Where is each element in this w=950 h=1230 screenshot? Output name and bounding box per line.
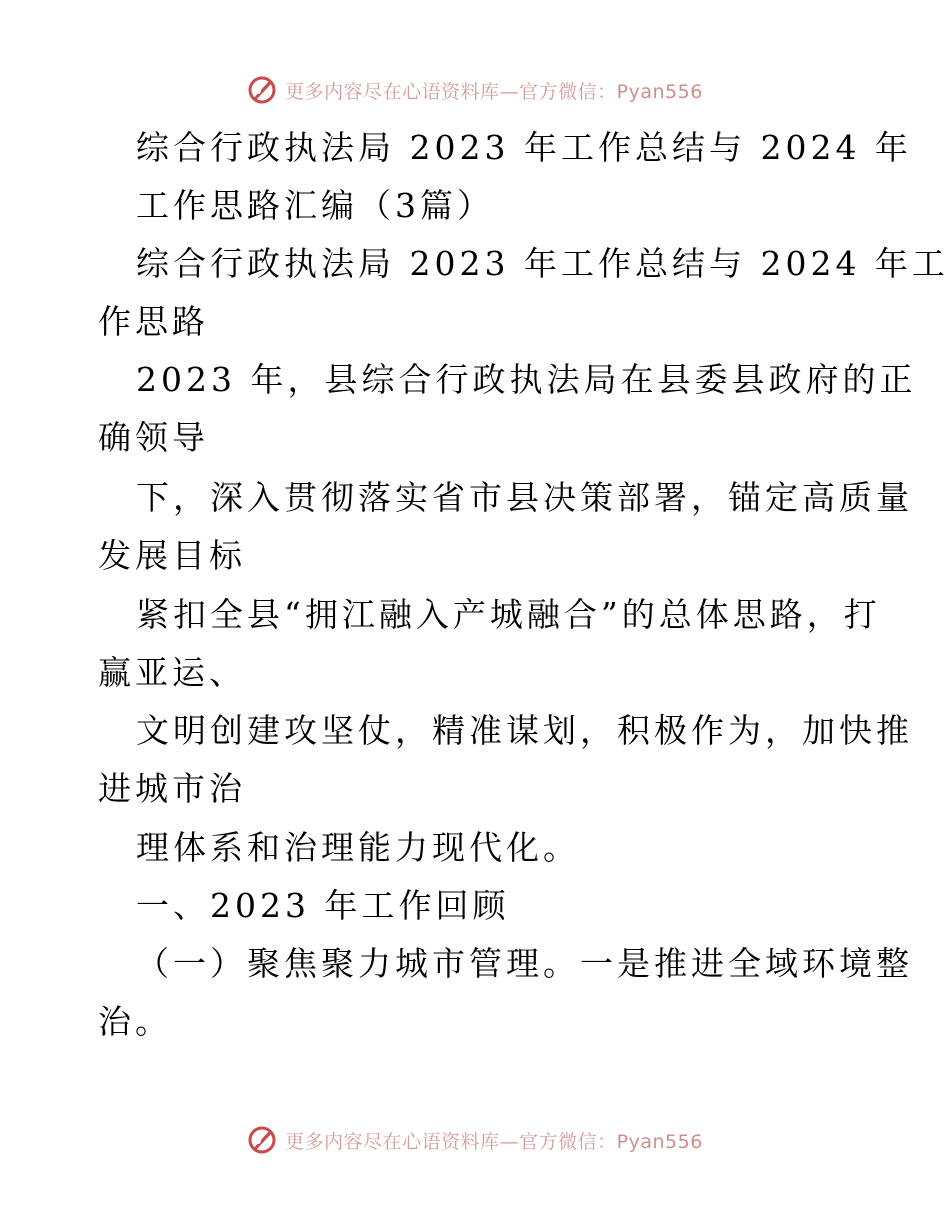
watermark-handle: Pyan556 — [616, 1130, 703, 1153]
paragraph-line: 理体系和治理能力现代化。 — [136, 828, 580, 867]
doc-subtitle-line-2: 作思路 — [98, 302, 209, 341]
paragraph-line: 确领导 — [98, 418, 209, 457]
paragraph-line: 下，深入贯彻落实省市县决策部署，锚定高质量 — [136, 478, 913, 517]
doc-title-line-2: 工作思路汇编（3篇） — [136, 186, 494, 225]
paragraph-line: 文明创建攻坚仗，精准谋划，积极作为，加快推 — [136, 711, 913, 750]
doc-title-line-1: 综合行政执法局 2023 年工作总结与 2024 年 — [136, 128, 912, 167]
paragraph-line: 治。 — [98, 1002, 172, 1041]
paragraph-line: 紧扣全县“拥江融入产城融合”的总体思路，打 — [136, 595, 881, 634]
footer-watermark — [0, 1122, 950, 1158]
doc-subtitle-line-1: 综合行政执法局 2023 年工作总结与 2024 年工 — [136, 244, 949, 283]
paragraph-line: 2023 年，县综合行政执法局在县委县政府的正 — [136, 360, 917, 399]
quill-logo-icon — [247, 1125, 277, 1155]
watermark-text: 更多内容尽在心语资料库—官方微信：Pyan556 — [285, 80, 703, 103]
section-heading: 一、2023 年工作回顾 — [136, 886, 510, 925]
paragraph-line: 发展目标 — [98, 536, 246, 575]
paragraph-line: 进城市治 — [98, 769, 246, 808]
paragraph-line: 赢亚运、 — [98, 653, 246, 692]
paragraph-line: （一）聚焦聚力城市管理。一是推进全域环境整 — [136, 944, 913, 983]
watermark-handle: Pyan556 — [616, 80, 703, 103]
watermark-text: 更多内容尽在心语资料库—官方微信：Pyan556 — [285, 1130, 703, 1153]
